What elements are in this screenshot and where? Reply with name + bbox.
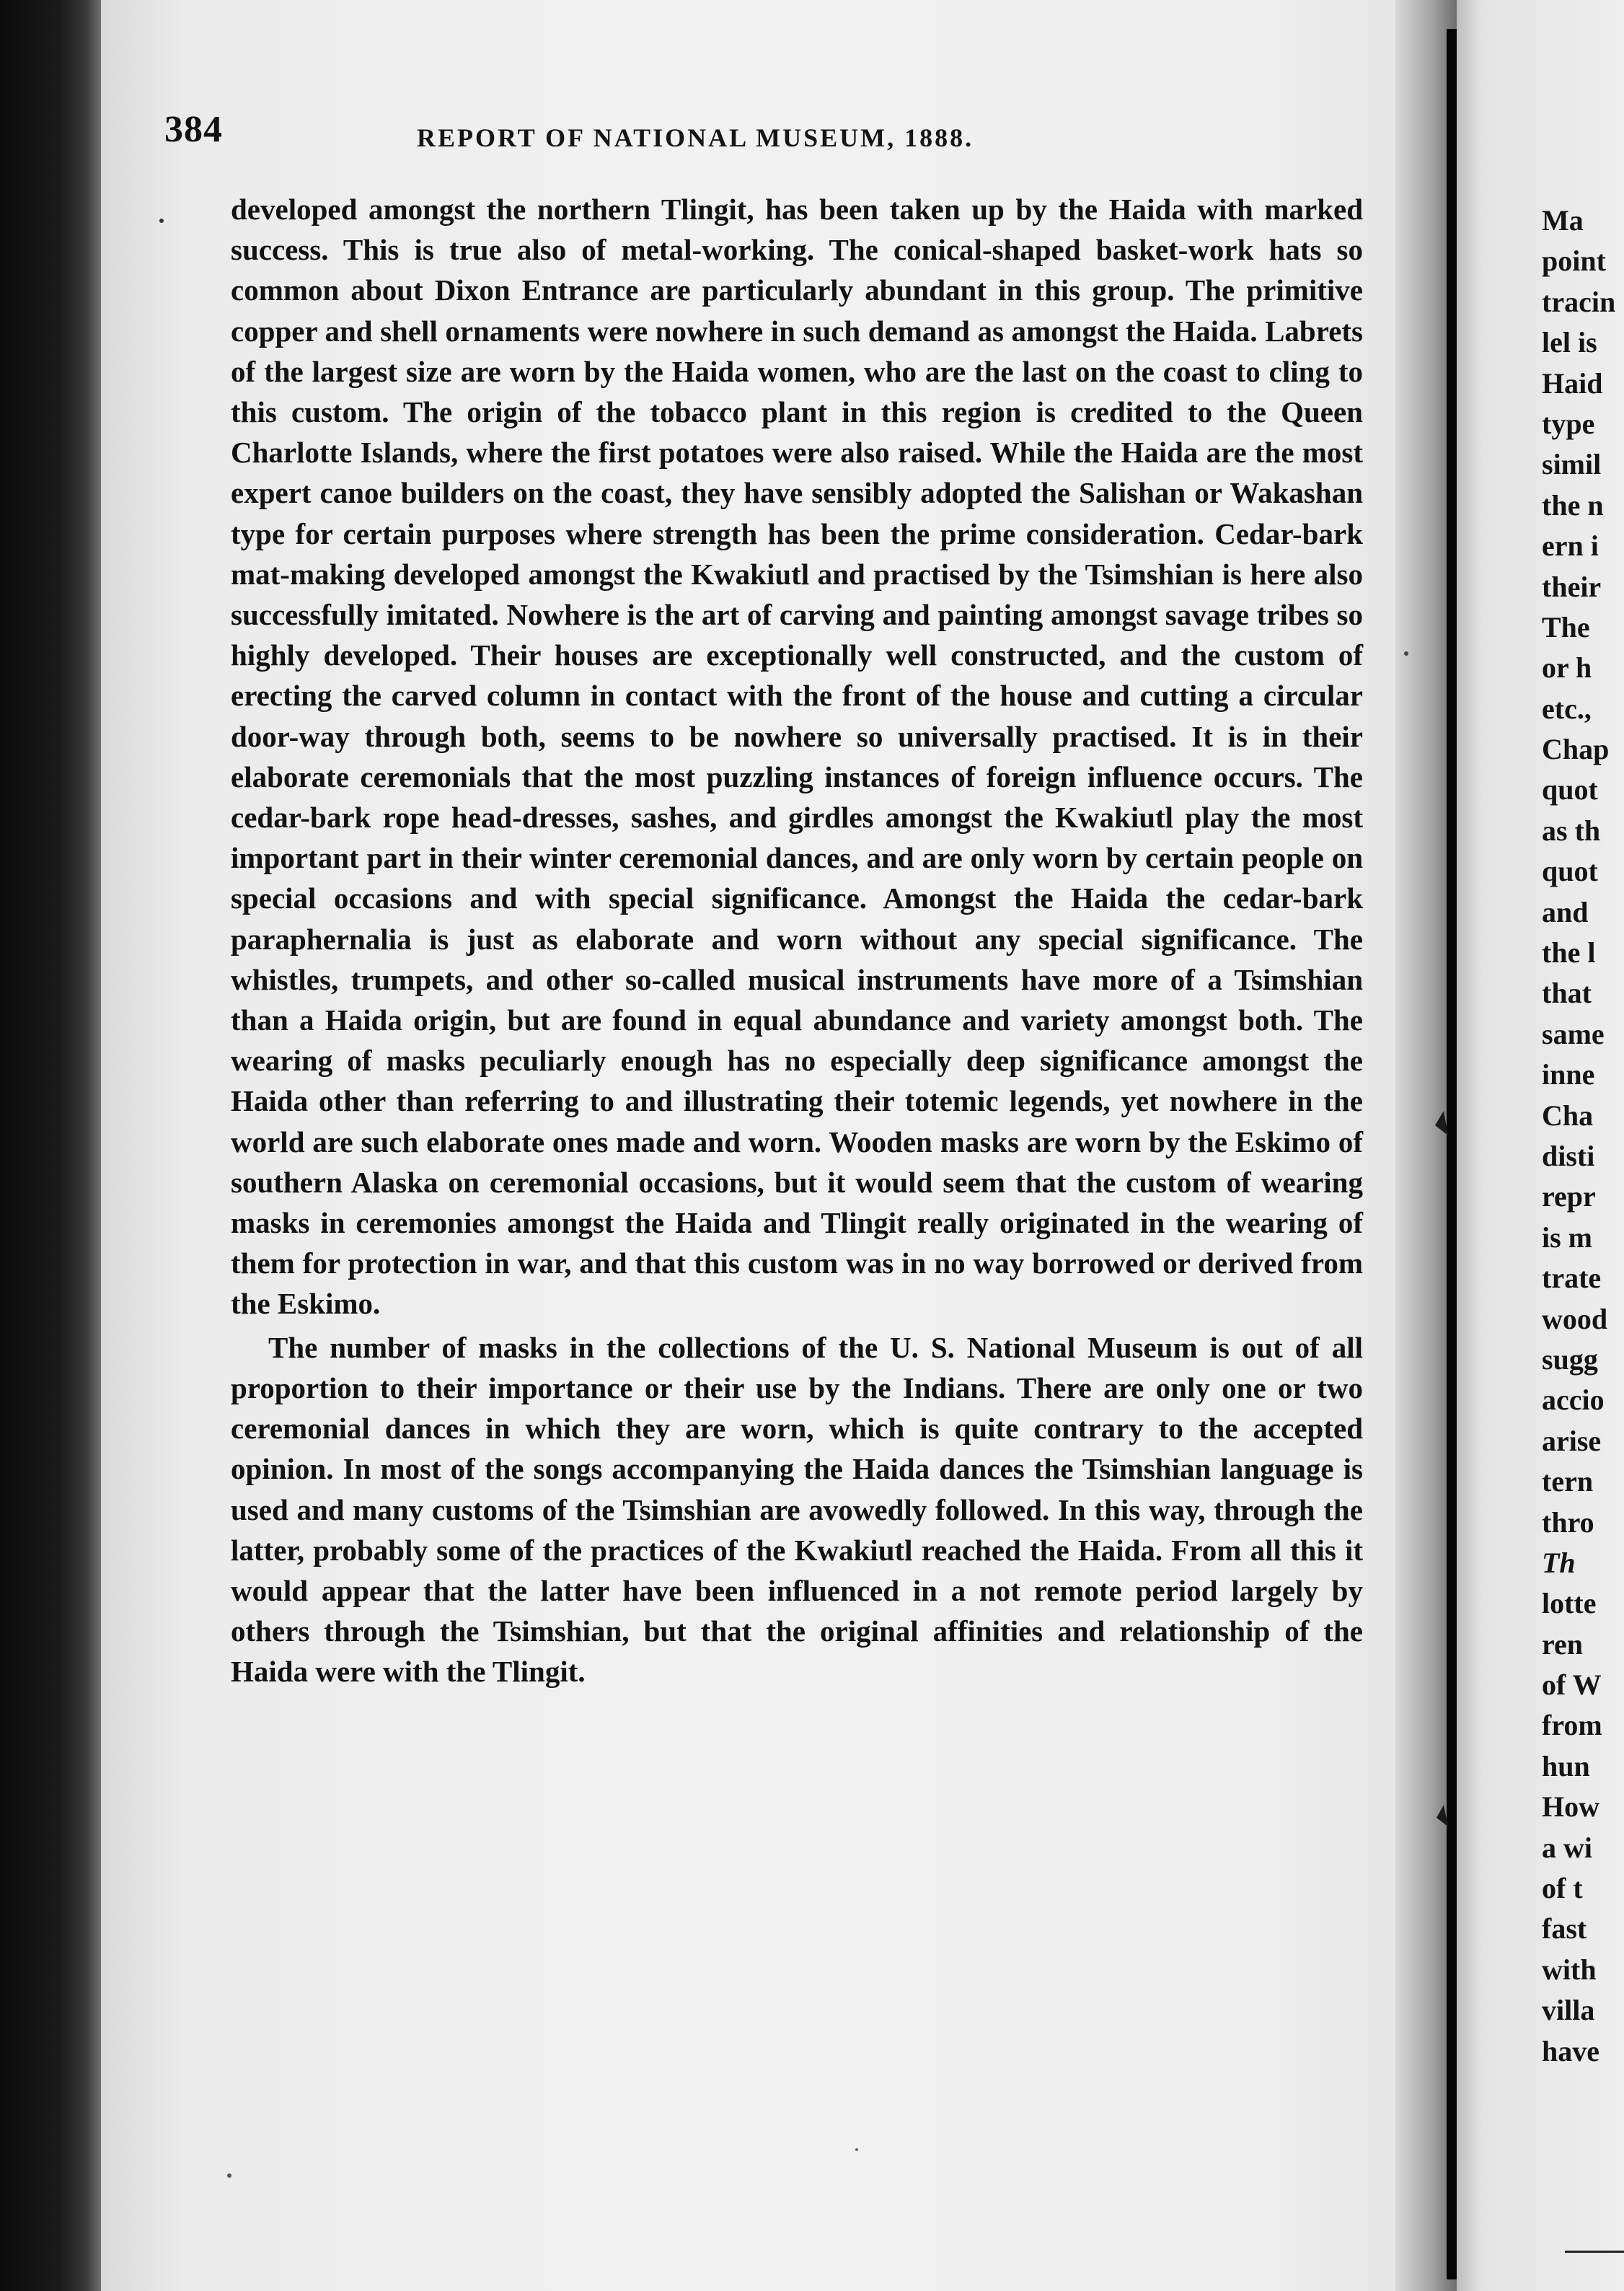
adjacent-page-line: of W — [1542, 1668, 1602, 1702]
adjacent-page-line: simil — [1542, 448, 1602, 481]
adjacent-page-line: their — [1542, 570, 1602, 603]
adjacent-page-line: The — [1542, 610, 1590, 643]
adjacent-page-line: the n — [1542, 488, 1604, 522]
adjacent-page-line: Th — [1542, 1546, 1576, 1579]
adjacent-page-line: arise — [1542, 1424, 1602, 1457]
adjacent-page-line: thro — [1542, 1505, 1594, 1539]
adjacent-page-line: Cha — [1542, 1099, 1594, 1132]
adjacent-page-line: tracin — [1542, 285, 1616, 318]
adjacent-page-line: accio — [1542, 1384, 1605, 1417]
adjacent-page-text — [1542, 201, 1624, 2072]
adjacent-page-line: Chap — [1542, 733, 1610, 766]
adjacent-page-line: ren — [1542, 1627, 1584, 1661]
adjacent-page-line: villa — [1542, 1994, 1595, 2027]
adjacent-page-line: type — [1542, 407, 1595, 440]
adjacent-page-line: repr — [1542, 1180, 1596, 1213]
adjacent-page-line: or h — [1542, 651, 1592, 685]
adjacent-page-line: and — [1542, 895, 1589, 928]
adjacent-page-line: from — [1542, 1709, 1602, 1742]
adjacent-page-rule — [1565, 2251, 1624, 2253]
adjacent-page-line: lotte — [1542, 1587, 1597, 1620]
adjacent-page-line: trate — [1542, 1262, 1602, 1295]
adjacent-page-line: wood — [1542, 1302, 1608, 1335]
adjacent-page-line: as th — [1542, 814, 1601, 847]
scan-left-margin — [0, 0, 108, 2291]
adjacent-page-line: a wi — [1542, 1831, 1592, 1864]
adjacent-page-line: inne — [1542, 1058, 1595, 1091]
adjacent-page-line: How — [1542, 1790, 1599, 1824]
adjacent-page-line: hun — [1542, 1749, 1590, 1782]
adjacent-page-line: quot — [1542, 773, 1598, 806]
adjacent-page-line: have — [1542, 2034, 1599, 2067]
adjacent-page-line: same — [1542, 1017, 1605, 1050]
paragraph: developed amongst the northern Tlingit, has been taken up by the Haida with marked success. This is true also of metal-working. The conical-shaped basket-work hats so common about Dixon Entrance are particularly abundant in this group. The primitive copper and shell ornaments were nowhere in such demand as amongst the Haida. Labrets of the largest size are worn by the Haida women, who are the last on the coast to cling to this custom. The origin of the tobacco plant in this region is credited to the Queen Charlotte Islands, where the first potatoes were also raised. While the Haida are the most expert canoe builders on the coast, they have sensibly adopted the Salishan or Wakashan type for certain purposes where strength has been the prime consideration. Cedar-bark mat-making developed amongst the Kwakiutl and practised by the Tsimshian is here also successfully imitated. Nowhere is the art of carving and painting amongst savage tribes so highly developed. Their houses are exceptionally well constructed, and the custom of erecting the carved column in contact with the front of the house and cutting a circular door-way through both, seems to be nowhere so universally practised. It is in their elaborate ceremonials that the most puzzling instances of foreign influence occurs. The cedar-bark rope head-dresses, sashes, and girdles amongst the Kwakiutl play the most important part in their winter ceremonial dances, and are only worn by certain people on special occasions and with special significance. Amongst the Haida the cedar-bark paraphernalia is just as elaborate and worn without any special significance. The whistles, trumpets, and other so-called musical instruments have more of a Tsimshian than a Haida origin, but are found in equal abundance and variety amongst both. The wearing of masks peculiarly enough has no especially deep significance amongst the Haida other than referring to and illustrating their totemic legends, yet nowhere in the world are such elaborate ones made and worn. Wooden masks are worn by the Eskimo of southern Alaska on ceremonial occasions, but it would seem that the custom of wearing masks in ceremonies amongst the Haida and Tlingit really originated in the wearing of them for protection in war, and that this custom was in no way borrowed or derived from the Eskimo. — [231, 193, 1363, 1321]
adjacent-page-line: lel is — [1542, 326, 1597, 359]
running-head: REPORT OF NATIONAL MUSEUM, 1888. — [417, 123, 974, 152]
page-header — [164, 108, 1390, 166]
adjacent-page-line: Haid — [1542, 366, 1603, 400]
adjacent-page-line: disti — [1542, 1139, 1595, 1172]
adjacent-page-line: of t — [1542, 1872, 1583, 1905]
adjacent-page-line: fast — [1542, 1912, 1587, 1945]
page-number: 384 — [164, 109, 223, 150]
adjacent-page-line: quot — [1542, 855, 1598, 888]
adjacent-page-line: the l — [1542, 936, 1596, 969]
adjacent-page-line: Ma — [1542, 204, 1584, 237]
adjacent-page-fragment — [1457, 0, 1624, 2291]
adjacent-page-line: tern — [1542, 1465, 1594, 1498]
adjacent-page-line: is m — [1542, 1221, 1592, 1254]
adjacent-page-line: with — [1542, 1953, 1597, 1986]
adjacent-page-line: sugg — [1542, 1342, 1598, 1376]
adjacent-page-line: ern i — [1542, 529, 1599, 563]
adjacent-page-line: etc., — [1542, 692, 1592, 725]
gutter-fold — [1447, 29, 1457, 2279]
body-text — [231, 189, 1363, 1692]
adjacent-page-line: point — [1542, 245, 1606, 278]
adjacent-page-line: that — [1542, 977, 1592, 1010]
paragraph: The number of masks in the collections of the U. S. National Museum is out of all proportion to their importance or their use by the Indians. There are only one or two ceremonial dances in which they are worn, which is quite contrary to the accepted opinion. In most of the songs accompanying the Haida dances the Tsimshian language is used and many customs of the Tsimshian are avowedly followed. In this way, through the latter, probably some of the practices of the Kwakiutl reached the Haida. From all this it would appear that the latter have been influenced in a not remote period largely by others through the Tsimshian, but that the original affinities and relationship of the Haida were with the Tlingit. — [231, 1330, 1363, 1689]
